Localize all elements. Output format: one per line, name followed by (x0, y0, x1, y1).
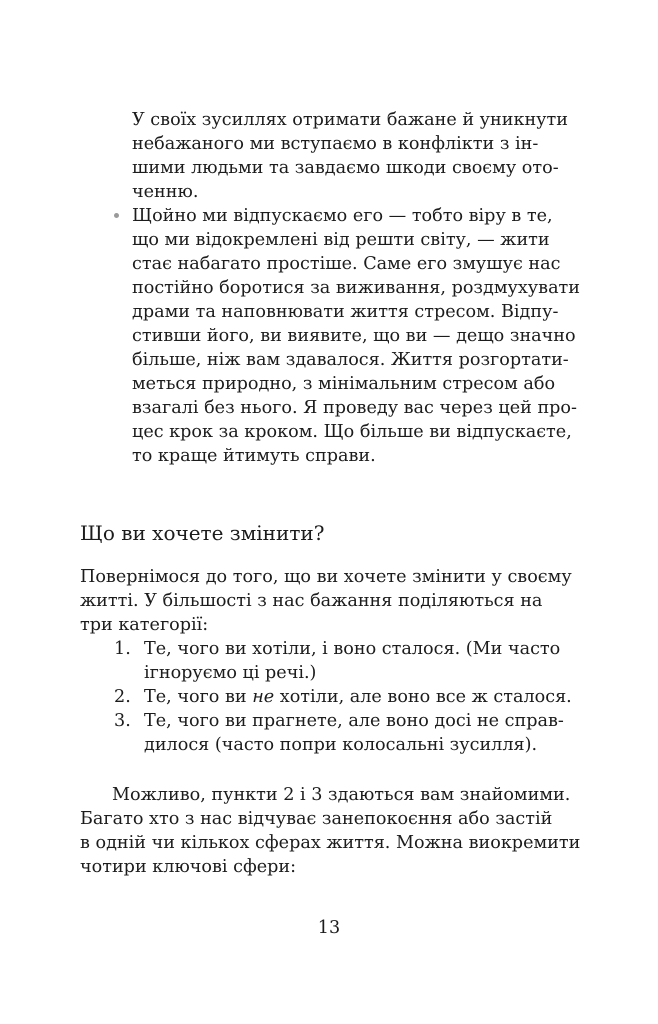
intro-line-2: житті. У більшості з нас бажання поділяються на (80, 591, 543, 611)
closing-line-1: Можливо, пункти 2 і 3 здаються вам знайомими. (112, 785, 571, 805)
intro-line-1: Повернімося до того, що ви хочете змінити у своєму (80, 567, 572, 587)
bullet-line-8: меться природно, з мінімальним стресом або (132, 374, 556, 394)
closing-line-4: чотири ключові сфери: (80, 857, 297, 877)
para1-line-2: небажаного ми вступаємо в конфлікти з ін- (132, 134, 539, 154)
list-item-3-line-2: дилося (часто попри колосальні зусилля). (144, 735, 538, 755)
list-item-2-emphasis: не (252, 687, 275, 707)
para1-line-4: ченню. (132, 182, 199, 202)
bullet-line-9: взагалі без нього. Я проведу вас через цей про- (132, 398, 577, 418)
list-item-1-line-1: Те, чого ви хотіли, і воно сталося. (Ми часто (144, 639, 561, 659)
bullet-line-6: стивши його, ви виявите, що ви — дещо значно (132, 326, 576, 346)
list-item-2-before: Те, чого ви (144, 687, 253, 707)
page-number: 13 (317, 918, 341, 938)
section-heading: Що ви хочете змінити? (80, 521, 325, 545)
closing-line-3: в одній чи кількох сферах життя. Можна виокремити (80, 833, 581, 853)
list-item-2 (144, 685, 572, 709)
intro-line-3: три категорії: (80, 615, 209, 635)
list-item-3-line-1: Те, чого ви прагнете, але воно досі не справ- (144, 711, 564, 731)
list-item-2-after: хотіли, але воно все ж сталося. (274, 687, 572, 707)
list-number-2: 2. (114, 687, 131, 707)
bullet-line-10: цес крок за кроком. Що більше ви відпускаєте, (132, 422, 572, 442)
closing-line-2: Багато хто з нас відчуває занепокоєння або застій (80, 809, 553, 829)
bullet-line-4: постійно боротися за виживання, роздмухувати (132, 278, 581, 298)
bullet-line-1: Щойно ми відпускаємо его — тобто віру в те, (132, 206, 553, 226)
list-item-1-line-2: ігноруємо ці речі.) (144, 663, 317, 683)
para1-line-3: шими людьми та завдаємо шкоди своєму ото- (132, 158, 559, 178)
bullet-line-11: то краще йтимуть справи. (132, 446, 376, 466)
bullet-line-2: що ми відокремлені від решти світу, — жити (132, 230, 550, 250)
list-number-3: 3. (114, 711, 131, 731)
bullet-line-3: стає набагато простіше. Саме его змушує нас (132, 254, 561, 274)
bullet-line-7: більше, ніж вам здавалося. Життя розгортати- (132, 350, 569, 370)
list-number-1: 1. (114, 639, 131, 659)
para1-line-1: У своїх зусиллях отримати бажане й уникнути (132, 110, 568, 130)
bullet-dot-icon (114, 213, 119, 218)
bullet-line-5: драми та наповнювати життя стресом. Відпу- (132, 302, 559, 322)
